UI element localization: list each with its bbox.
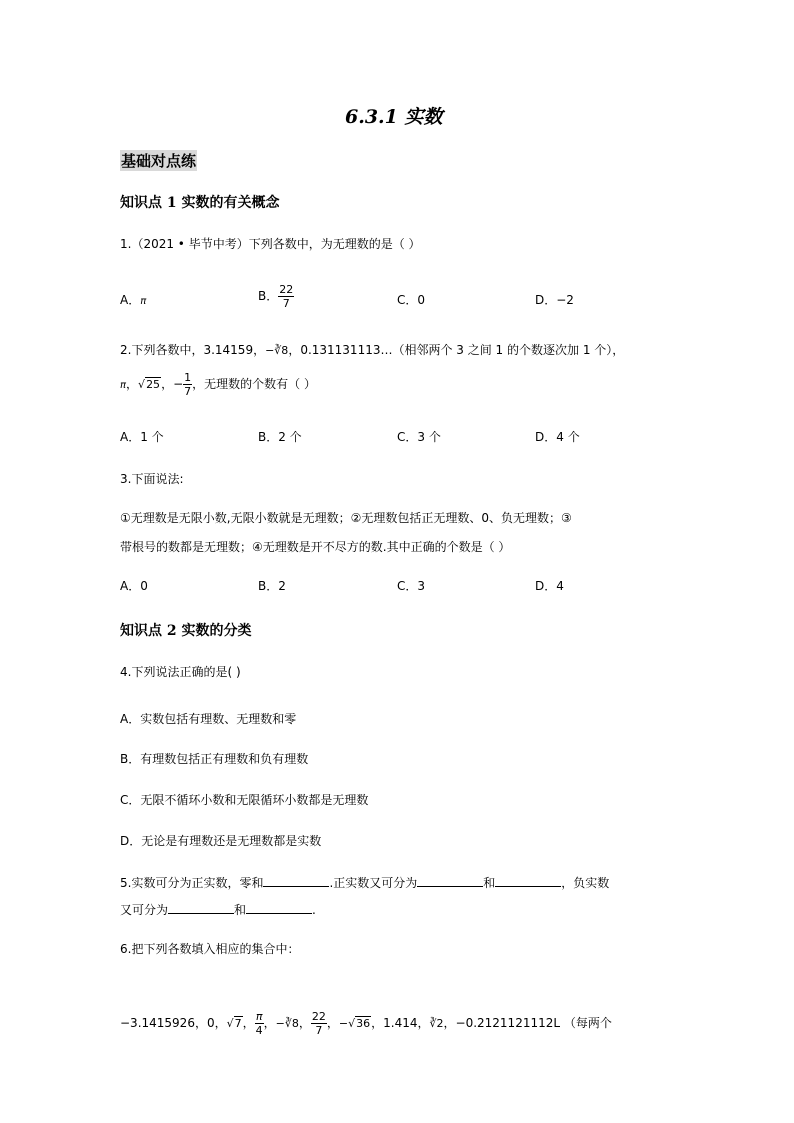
question-2-option-c: C．3 个	[397, 430, 441, 444]
separator: ，	[326, 1016, 339, 1030]
option-a-label: A．	[120, 293, 141, 307]
pi-symbol: π	[120, 380, 127, 391]
question-2-option-d: D．4 个	[535, 430, 580, 444]
question-2-line-1	[120, 341, 624, 358]
question-3-line-1: ①无理数是无限小数,无限小数就是无理数；②无理数包括正无理数、0、负无理数；③	[120, 511, 572, 525]
question-2-line-2	[120, 371, 316, 398]
question-4-stem: 4.下列说法正确的是( )	[120, 665, 241, 679]
separator: ，	[126, 377, 139, 391]
question-1-stem: 1.（2021 • 毕节中考）下列各数中，为无理数的是（ ）	[120, 237, 421, 251]
question-3-line-2: 带根号的数都是无理数；④无理数是开不尽方的数.其中正确的个数是（ ）	[120, 540, 511, 554]
question-3-option-b: B．2	[258, 579, 286, 593]
knowledge-point-1-heading: 知识点 1 实数的有关概念	[120, 195, 280, 211]
fraction-22-7: $\frac{22}{7}$	[279, 283, 294, 310]
separator: ，	[161, 377, 174, 391]
question-5-line-2	[120, 900, 316, 918]
answer-blank[interactable]	[246, 900, 312, 914]
option-b-label: B．	[258, 289, 279, 303]
question-1-option-b	[258, 283, 294, 310]
question-5-line-1	[120, 873, 609, 891]
question-3-option-c: C．3	[397, 579, 426, 593]
section-heading: 基础对点练	[121, 152, 197, 170]
cube-root-8: −∛8	[265, 344, 289, 357]
question-1-option-c: C．0	[397, 293, 426, 307]
fraction-1-7: $\frac{1}{7}$	[184, 371, 192, 398]
page-title: 6.3.1 实数	[345, 106, 443, 128]
question-2-option-b: B．2 个	[258, 430, 302, 444]
q6-text: −3.1415926，0，	[120, 1016, 227, 1030]
q5-text: 和	[483, 876, 496, 890]
answer-blank[interactable]	[168, 900, 234, 914]
question-3-option-a: A．0	[120, 579, 148, 593]
q2-text-c: ，无理数的个数有（ ）	[192, 377, 316, 391]
minus-sign: −	[173, 377, 184, 391]
separator: ，	[298, 1016, 311, 1030]
cube-root-2: ∛2	[429, 1017, 444, 1030]
q6-text: ，−0.2121121112L （每两个	[443, 1016, 612, 1030]
fraction-pi-4: $\frac{\pi}{4}$	[255, 1010, 263, 1037]
cube-root-8: −∛8	[275, 1017, 299, 1030]
q5-text: ，负实数	[561, 876, 610, 890]
answer-blank[interactable]	[495, 873, 561, 887]
question-4-option-d: D．无论是有理数还是无理数都是实数	[120, 834, 322, 848]
sqrt-25: √25	[138, 378, 161, 391]
q2-text-a: 2.下列各数中，3.14159，	[120, 343, 266, 357]
q5-text: 和	[234, 903, 247, 917]
q2-text-b: ，0.131131113…（相邻两个 3 之间 1 的个数逐次加 1 个），	[288, 343, 625, 357]
pi-symbol: π	[140, 296, 147, 307]
question-3-stem: 3.下面说法:	[120, 472, 184, 486]
separator: ，	[263, 1016, 276, 1030]
question-3-option-d: D．4	[535, 579, 564, 593]
q5-text: .	[312, 903, 316, 917]
q5-text: 又可分为	[120, 903, 169, 917]
neg-sqrt-36: −√36	[338, 1017, 371, 1030]
question-1-option-a	[120, 291, 146, 308]
question-6-numbers	[120, 1010, 612, 1037]
question-2-option-a: A．1 个	[120, 430, 164, 444]
separator: ，	[242, 1016, 255, 1030]
question-1-option-d: D．−2	[535, 293, 574, 307]
answer-blank[interactable]	[263, 873, 329, 887]
question-4-option-a: A．实数包括有理数、无理数和零	[120, 712, 297, 726]
question-4-option-c: C．无限不循环小数和无限循环小数都是无理数	[120, 793, 369, 807]
question-6-stem: 6.把下列各数填入相应的集合中：	[120, 942, 300, 956]
answer-blank[interactable]	[417, 873, 483, 887]
sqrt-7: √7	[226, 1017, 242, 1030]
question-4-option-b: B．有理数包括正有理数和负有理数	[120, 752, 309, 766]
knowledge-point-2-heading: 知识点 2 实数的分类	[120, 623, 252, 639]
fraction-22-7: $\frac{22}{7}$	[311, 1010, 326, 1037]
q5-text: 5.实数可分为正实数，零和	[120, 876, 264, 890]
q6-text: ，1.414，	[371, 1016, 430, 1030]
q5-text: .正实数又可分为	[329, 876, 418, 890]
